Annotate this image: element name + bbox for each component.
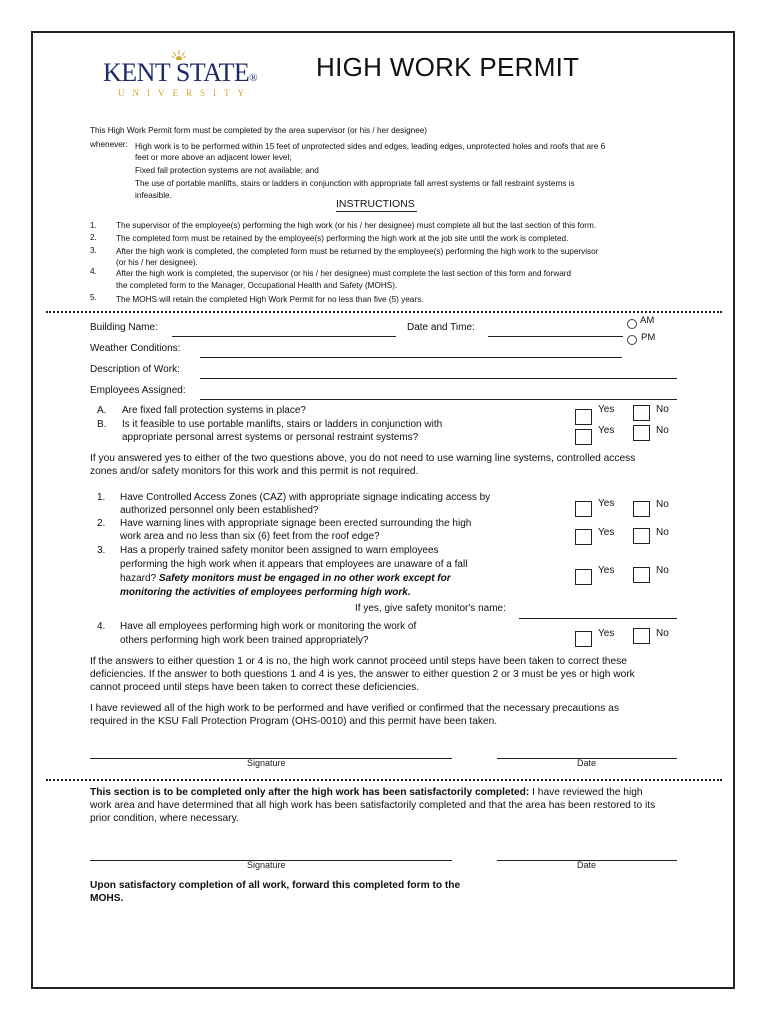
a-yes-checkbox[interactable] xyxy=(575,409,592,425)
question-number: 3. xyxy=(97,545,106,556)
note-paragraph: If the answers to either question 1 or 4 is no, the high work cannot proceed until steps have been taken to correct these xyxy=(90,656,627,667)
instruction-text: (or his / her designee). xyxy=(116,258,198,267)
question-text: monitoring the activities of employees performing high work. xyxy=(120,587,411,598)
no-label: No xyxy=(656,404,669,415)
note-paragraph: deficiencies. If the answer to both questions 1 and 4 is yes, the answer to either question 2 or 3 must be yes or high work xyxy=(90,669,635,680)
employees-field[interactable] xyxy=(200,399,677,400)
university-wordmark: UNIVERSITY xyxy=(118,88,252,98)
weather-label: Weather Conditions: xyxy=(90,343,181,354)
building-name-label: Building Name: xyxy=(90,322,158,333)
date-label: Date xyxy=(577,860,597,870)
question-text: Has a properly trained safety monitor been assigned to warn employees xyxy=(120,545,439,556)
section-divider xyxy=(46,311,722,313)
question-text: others performing high work been trained appropriately? xyxy=(120,635,369,646)
intro-condition: feet or more above an adjacent lower level; xyxy=(135,153,292,162)
intro-line: This High Work Permit form must be completed by the area supervisor (or his / her designee) xyxy=(90,126,428,135)
question-text: Is it feasible to use portable manlifts, stairs or ladders in conjunction with xyxy=(122,419,443,430)
note-paragraph: cannot proceed until steps have been taken to correct these deficiencies. xyxy=(90,682,420,693)
question-number: A. xyxy=(97,405,107,416)
question-number: B. xyxy=(97,419,107,430)
q1-yes-checkbox[interactable] xyxy=(575,501,592,517)
q1-no-checkbox[interactable] xyxy=(633,501,650,517)
review-paragraph: required in the KSU Fall Protection Program (OHS-0010) and this permit have been taken. xyxy=(90,716,498,727)
instruction-text: After the high work is completed, the completed form must be returned by the employee(s) performing the high work to the supervisor xyxy=(116,247,599,256)
footer-instruction: MOHS. xyxy=(90,893,124,904)
description-label: Description of Work: xyxy=(90,364,180,375)
yes-label: Yes xyxy=(598,498,615,509)
instruction-text: The MOHS will retain the completed High Work Permit for no less than five (5) years. xyxy=(116,295,424,304)
instruction-number: 2. xyxy=(90,233,97,242)
no-label: No xyxy=(656,499,669,510)
pm-radio[interactable] xyxy=(627,335,637,345)
no-label: No xyxy=(656,425,669,436)
q2-no-checkbox[interactable] xyxy=(633,528,650,544)
am-label: AM xyxy=(640,315,655,326)
instruction-number: 1. xyxy=(90,221,97,230)
question-text: appropriate personal arrest systems or personal restraint systems? xyxy=(122,432,419,443)
pm-label: PM xyxy=(641,332,656,343)
building-name-field[interactable] xyxy=(172,336,396,337)
note-paragraph: If you answered yes to either of the two questions above, you do not need to use warning line systems, controlled access xyxy=(90,453,636,464)
question-text: Have Controlled Access Zones (CAZ) with appropriate signage indicating access by xyxy=(120,492,491,503)
date-time-field[interactable] xyxy=(488,336,623,337)
yes-label: Yes xyxy=(598,628,615,639)
question-text: authorized personnel only been established? xyxy=(120,505,319,516)
intro-condition: Fixed fall protection systems are not available; and xyxy=(135,166,319,175)
employees-label: Employees Assigned: xyxy=(90,385,186,396)
completion-paragraph: work area and have determined that all high work has been satisfactorily completed and that the area has been restored to its xyxy=(90,800,656,811)
no-label: No xyxy=(656,628,669,639)
monitor-name-label: If yes, give safety monitor's name: xyxy=(355,603,506,614)
question-text: Have all employees performing high work or monitoring the work of xyxy=(120,621,417,632)
instruction-text: The completed form must be retained by the employee(s) performing the high work at the job site until the work is completed. xyxy=(116,234,569,243)
q4-yes-checkbox[interactable] xyxy=(575,631,592,647)
page-title: HIGH WORK PERMIT xyxy=(316,52,580,82)
signature-label: Signature xyxy=(247,860,286,870)
yes-label: Yes xyxy=(598,404,615,415)
b-yes-checkbox[interactable] xyxy=(575,429,592,445)
instructions-heading: INSTRUCTIONS xyxy=(336,198,415,210)
instruction-text: the completed form to the Manager, Occupational Health and Safety (MOHS). xyxy=(116,281,398,290)
instruction-number: 3. xyxy=(90,246,97,255)
date-time-label: Date and Time: xyxy=(407,322,475,333)
instruction-text: The supervisor of the employee(s) performing the high work (or his / her designee) must complete all but the last section of this form. xyxy=(116,221,597,230)
intro-condition: High work is to be performed within 15 feet of unprotected sides and edges, leading edges, unprotected holes and roofs that are 6 xyxy=(135,142,606,151)
intro-whenever: whenever: xyxy=(90,140,128,149)
question-text: hazard? Safety monitors must be engaged in no other work except for xyxy=(120,573,451,584)
yes-label: Yes xyxy=(598,425,615,436)
date-label: Date xyxy=(577,758,597,768)
question-number: 2. xyxy=(97,518,106,529)
yes-label: Yes xyxy=(598,565,615,576)
monitor-name-field[interactable] xyxy=(519,618,677,619)
completion-paragraph: prior condition, where necessary. xyxy=(90,813,239,824)
yes-label: Yes xyxy=(598,527,615,538)
question-text: performing the high work when it appears that employees are unaware of a fall xyxy=(120,559,468,570)
intro-condition: The use of portable manlifts, stairs or ladders in conjunction with appropriate fall arrest systems or fall restraint systems is xyxy=(135,179,575,188)
review-paragraph: I have reviewed all of the high work to be performed and have verified or confirmed that the necessary precautions as xyxy=(90,703,619,714)
question-number: 4. xyxy=(97,621,106,632)
q3-no-checkbox[interactable] xyxy=(633,567,650,583)
question-text: Are fixed fall protection systems in place? xyxy=(122,405,306,416)
question-text: Have warning lines with appropriate signage been erected surrounding the high xyxy=(120,518,472,529)
q2-yes-checkbox[interactable] xyxy=(575,529,592,545)
description-field[interactable] xyxy=(200,378,677,379)
question-text: work area and no less than six (6) feet from the roof edge? xyxy=(120,531,380,542)
weather-field[interactable] xyxy=(200,357,622,358)
section-divider xyxy=(46,779,722,781)
instruction-number: 4. xyxy=(90,267,97,276)
instruction-text: After the high work is completed, the supervisor (or his / her designee) must complete the last section of this form and forward xyxy=(116,269,572,278)
signature-label: Signature xyxy=(247,758,286,768)
kent-state-logo: KENT STATE® xyxy=(103,58,258,87)
intro-condition: infeasible. xyxy=(135,191,172,200)
no-label: No xyxy=(656,565,669,576)
am-radio[interactable] xyxy=(627,319,637,329)
question-number: 1. xyxy=(97,492,106,503)
note-paragraph: zones and/or safety monitors for this work and this permit is not required. xyxy=(90,466,419,477)
footer-instruction: Upon satisfactory completion of all work, forward this completed form to the xyxy=(90,880,461,891)
no-label: No xyxy=(656,527,669,538)
b-no-checkbox[interactable] xyxy=(633,425,650,441)
a-no-checkbox[interactable] xyxy=(633,405,650,421)
completion-paragraph: This section is to be completed only after the high work has been satisfactorily completed: I have reviewed the high xyxy=(90,787,643,798)
instruction-number: 5. xyxy=(90,293,97,302)
q4-no-checkbox[interactable] xyxy=(633,628,650,644)
q3-yes-checkbox[interactable] xyxy=(575,569,592,585)
sun-emblem-icon xyxy=(172,50,186,60)
